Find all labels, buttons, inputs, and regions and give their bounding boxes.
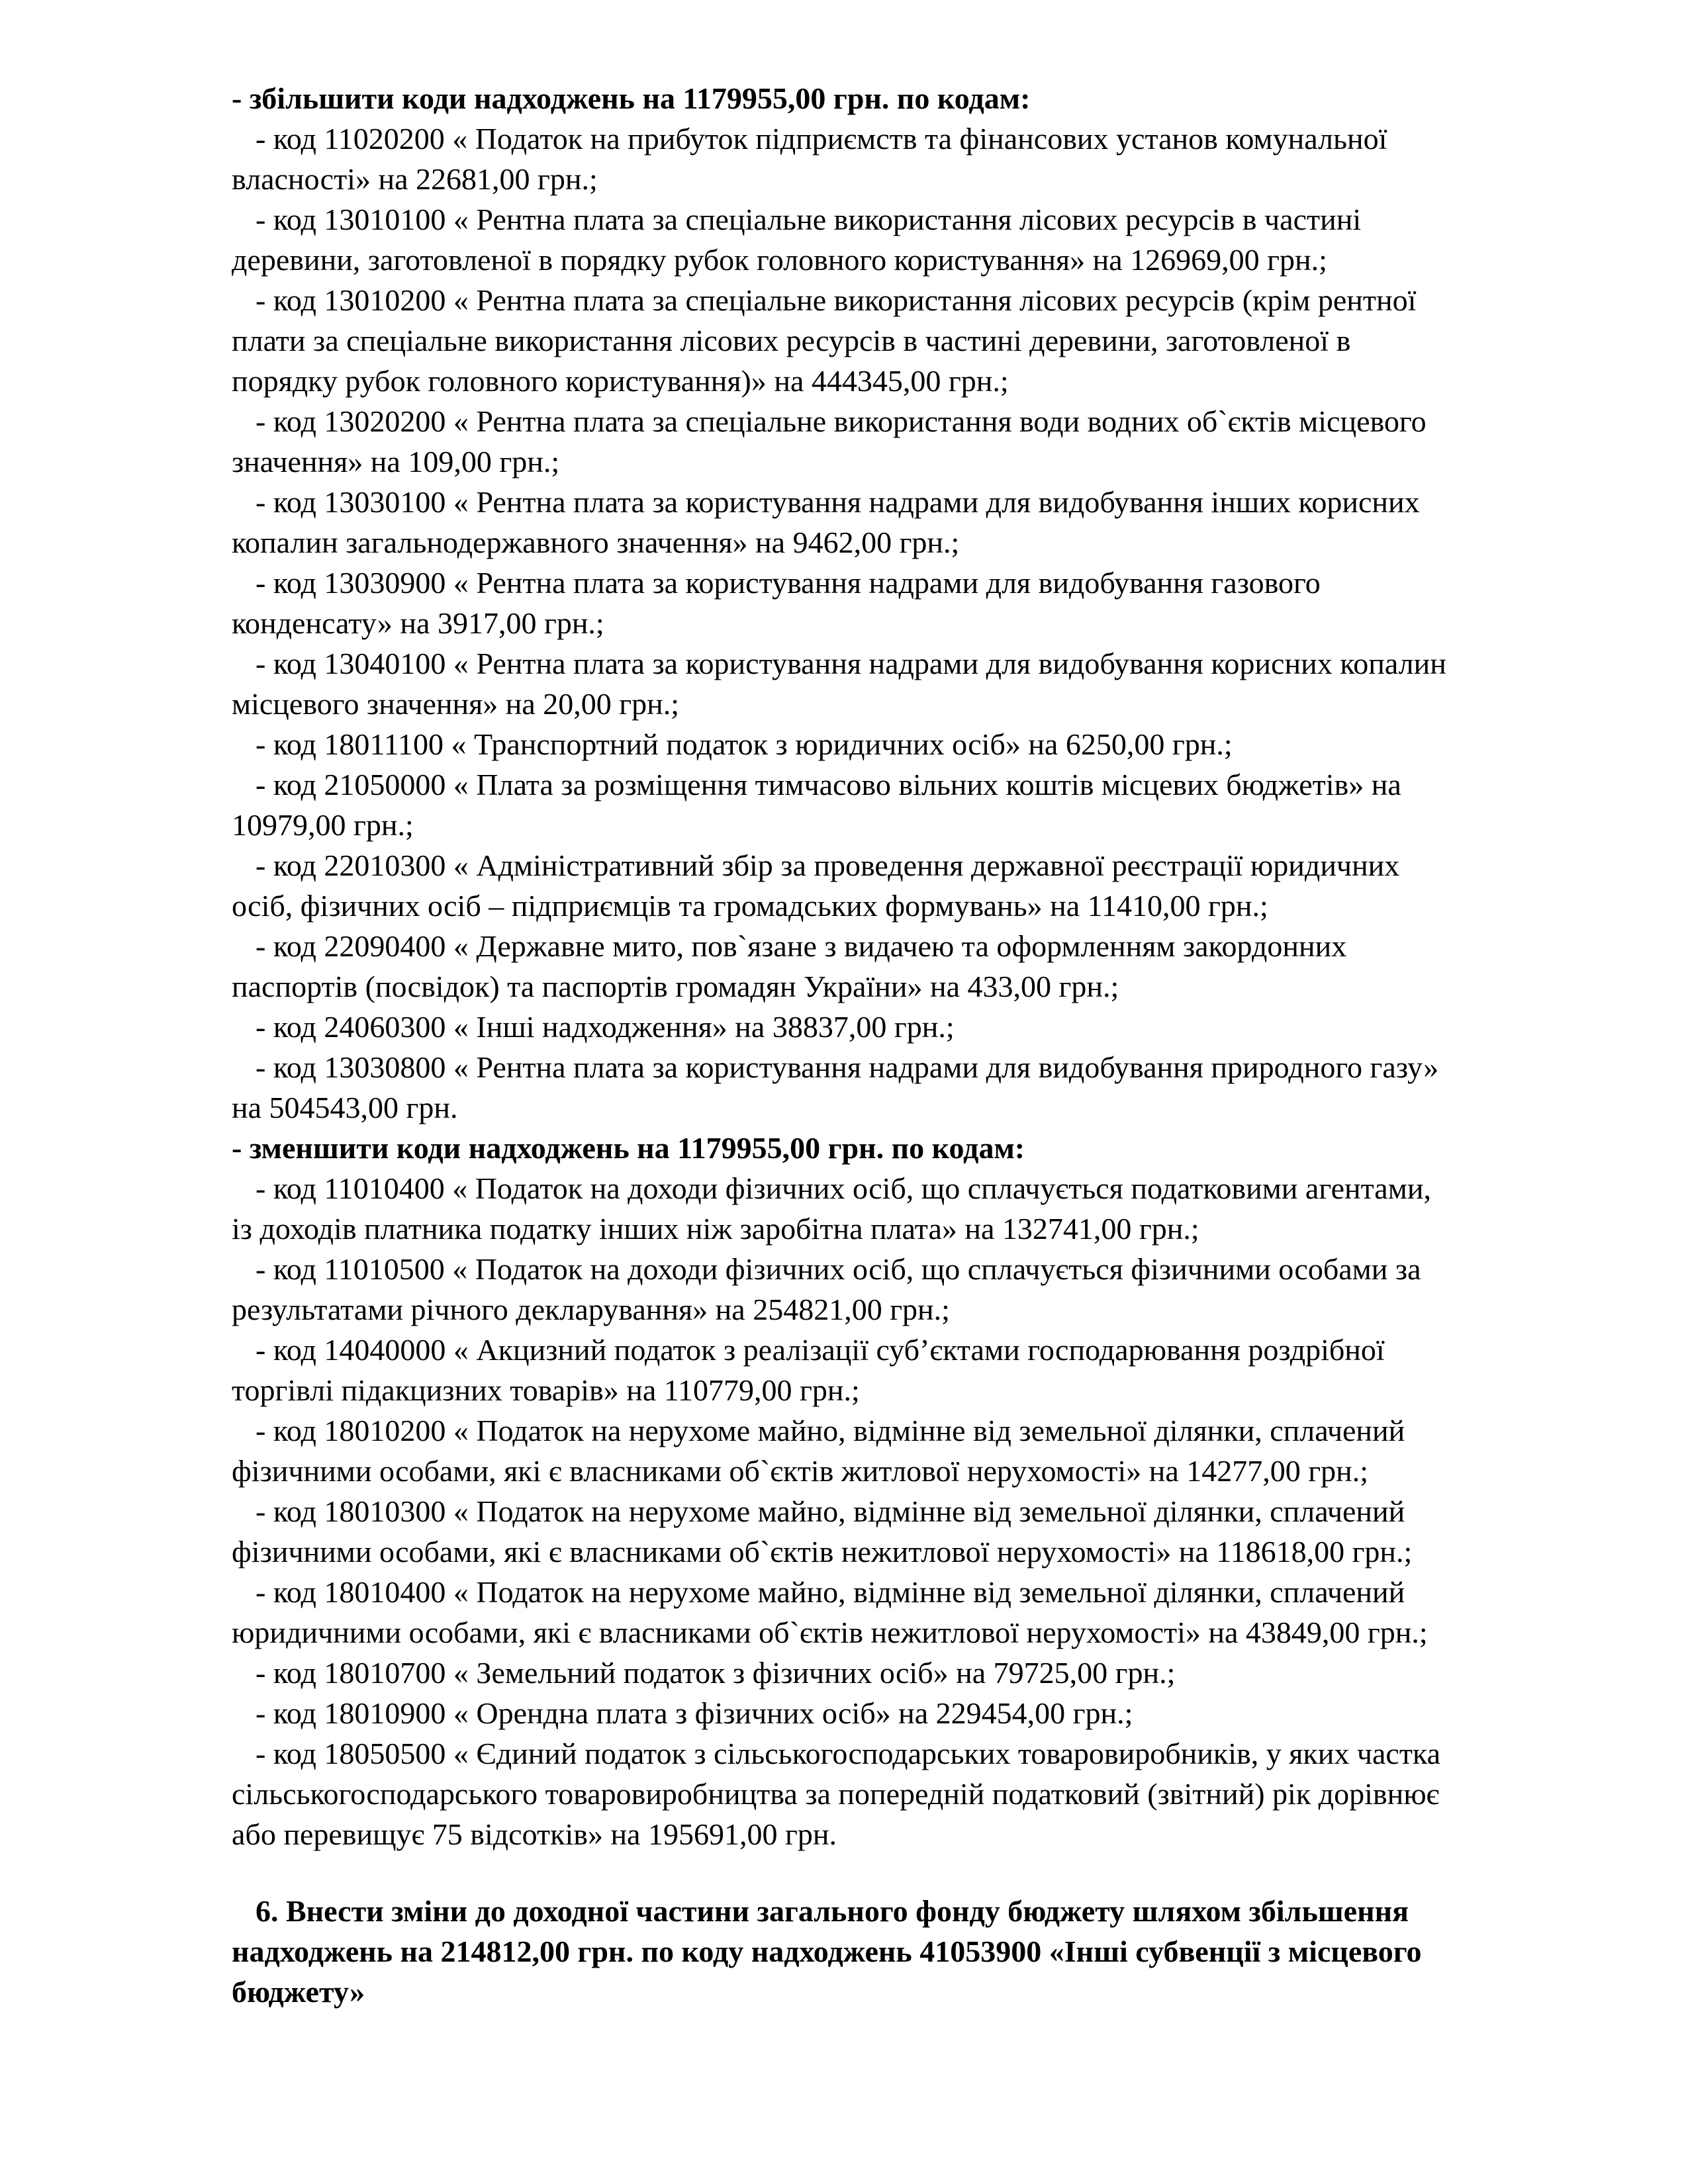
item-text-cont: із доходів платника податку інших ніж заробітна плата» на 132741,00 грн.; xyxy=(232,1212,1199,1246)
item-text-cont: деревини, заготовленої в порядку рубок головного користування» на 126969,00 грн.; xyxy=(232,243,1327,277)
list-item xyxy=(232,1168,1562,1249)
list-item xyxy=(232,764,1562,845)
item-text-cont: конденсату» на 3917,00 грн.; xyxy=(232,606,604,640)
list-item xyxy=(232,643,1562,724)
item-text: - код 18050500 « Єдиний податок з сільськогосподарських товаровиробників, у яких частка xyxy=(256,1737,1441,1770)
list-item xyxy=(232,1733,1562,1854)
list-item xyxy=(232,1693,1562,1733)
list-item xyxy=(232,482,1562,563)
item-text-cont: юридичними особами, які є власниками об`єктів нежитлової нерухомості» на 43849,00 грн.; xyxy=(232,1615,1428,1649)
paragraph-6-line: бюджету» xyxy=(232,1975,365,2009)
increase-heading: - збільшити коди надходжень на 1179955,00 грн. по кодам: xyxy=(232,81,1031,115)
item-text: - код 13020200 « Рентна плата за спеціальне використання води водних об`єктів місцевого xyxy=(256,404,1427,438)
item-text-cont: значення» на 109,00 грн.; xyxy=(232,445,560,478)
list-item xyxy=(232,724,1562,764)
list-item xyxy=(232,401,1562,482)
item-text: - код 13030900 « Рентна плата за користування надрами для видобування газового xyxy=(256,566,1321,600)
item-text: - код 22090400 « Державне мито, пов`язане з видачею та оформленням закордонних xyxy=(256,929,1347,963)
list-item xyxy=(232,1007,1562,1047)
item-text-cont: 10979,00 грн.; xyxy=(232,808,414,842)
list-item xyxy=(232,1572,1562,1653)
list-item xyxy=(232,926,1562,1007)
list-item xyxy=(232,280,1562,401)
item-text: - код 18010900 « Орендна плата з фізичних осіб» на 229454,00 грн.; xyxy=(256,1696,1133,1730)
item-text-cont: осіб, фізичних осіб – підприємців та громадських формувань» на 11410,00 грн.; xyxy=(232,889,1268,923)
item-text-cont: плати за спеціальне використання лісових ресурсів в частині деревини, заготовленої в xyxy=(232,324,1351,357)
item-text-cont: на 504543,00 грн. xyxy=(232,1091,458,1124)
item-text-cont: власності» на 22681,00 грн.; xyxy=(232,162,598,196)
item-text: - код 18010700 « Земельний податок з фізичних осіб» на 79725,00 грн.; xyxy=(256,1656,1176,1690)
paragraph-6-line: надходжень на 214812,00 грн. по коду надходжень 41053900 «Інші субвенції з місцевого xyxy=(232,1934,1422,1968)
list-item xyxy=(232,199,1562,280)
item-text-cont: копалин загальнодержавного значення» на 9462,00 грн.; xyxy=(232,525,960,559)
item-text: - код 18010300 « Податок на нерухоме майно, відмінне від земельної ділянки, сплачений xyxy=(256,1494,1405,1528)
decrease-list xyxy=(232,1168,1562,1854)
increase-list xyxy=(232,118,1562,1128)
item-text: - код 22010300 « Адміністративний збір за проведення державної реєстрації юридичних xyxy=(256,848,1400,882)
list-item xyxy=(232,1249,1562,1330)
item-text-cont: сільськогосподарського товаровиробництва за попередній податковий (звітний) рік дорівнює xyxy=(232,1777,1440,1811)
item-text: - код 21050000 « Плата за розміщення тимчасово вільних коштів місцевих бюджетів» на xyxy=(256,768,1401,801)
item-text: - код 13010100 « Рентна плата за спеціальне використання лісових ресурсів в частині xyxy=(256,203,1362,236)
list-item xyxy=(232,1653,1562,1693)
item-text: - код 18010200 « Податок на нерухоме майно, відмінне від земельної ділянки, сплачений xyxy=(256,1414,1405,1447)
item-text: - код 13040100 « Рентна плата за користування надрами для видобування корисних копалин xyxy=(256,647,1446,680)
item-text-cont: фізичними особами, які є власниками об`єктів житлової нерухомості» на 14277,00 грн.; xyxy=(232,1454,1369,1488)
list-item xyxy=(232,118,1562,199)
list-item xyxy=(232,1047,1562,1128)
item-text: - код 14040000 « Акцизний податок з реалізації суб’єктами господарювання роздрібної xyxy=(256,1333,1385,1367)
item-text-cont: торгівлі підакцизних товарів» на 110779,00 грн.; xyxy=(232,1373,860,1407)
item-text: - код 24060300 « Інші надходження» на 38837,00 грн.; xyxy=(256,1010,955,1044)
item-text-cont: результатами річного декларування» на 254821,00 грн.; xyxy=(232,1293,950,1326)
item-text-cont: паспортів (посвідок) та паспортів громадян України» на 433,00 грн.; xyxy=(232,970,1119,1003)
list-item xyxy=(232,1410,1562,1491)
document-page xyxy=(232,78,1562,2012)
paragraph-6 xyxy=(232,1891,1562,2012)
item-text: - код 13010200 « Рентна плата за спеціальне використання лісових ресурсів (крім рентної xyxy=(256,283,1417,317)
item-text: - код 13030800 « Рентна плата за користування надрами для видобування природного газу» xyxy=(256,1050,1439,1084)
item-text-cont: порядку рубок головного користування)» на 444345,00 грн.; xyxy=(232,364,1009,398)
list-item xyxy=(232,845,1562,926)
item-text: - код 13030100 « Рентна плата за користування надрами для видобування інших корисних xyxy=(256,485,1420,519)
list-item xyxy=(232,1330,1562,1410)
paragraph-6-line: 6. Внести зміни до доходної частини загального фонду бюджету шляхом збільшення xyxy=(256,1894,1409,1928)
item-text: - код 18010400 « Податок на нерухоме майно, відмінне від земельної ділянки, сплачений xyxy=(256,1575,1405,1609)
item-text-cont: або перевищує 75 відсотків» на 195691,00 грн. xyxy=(232,1817,837,1851)
item-text: - код 11010500 « Податок на доходи фізичних осіб, що сплачується фізичними особами за xyxy=(256,1252,1421,1286)
item-text: - код 18011100 « Транспортний податок з юридичних осіб» на 6250,00 грн.; xyxy=(256,727,1233,761)
item-text-cont: фізичними особами, які є власниками об`єктів нежитлової нерухомості» на 118618,00 грн.; xyxy=(232,1535,1413,1569)
decrease-heading: - зменшити коди надходжень на 1179955,00 грн. по кодам: xyxy=(232,1131,1025,1165)
item-text: - код 11020200 « Податок на прибуток підприємств та фінансових установ комунальної xyxy=(256,122,1387,156)
list-item xyxy=(232,1491,1562,1572)
item-text: - код 11010400 « Податок на доходи фізичних осіб, що сплачується податковими агентами, xyxy=(256,1171,1431,1205)
list-item xyxy=(232,563,1562,643)
item-text-cont: місцевого значення» на 20,00 грн.; xyxy=(232,687,680,721)
